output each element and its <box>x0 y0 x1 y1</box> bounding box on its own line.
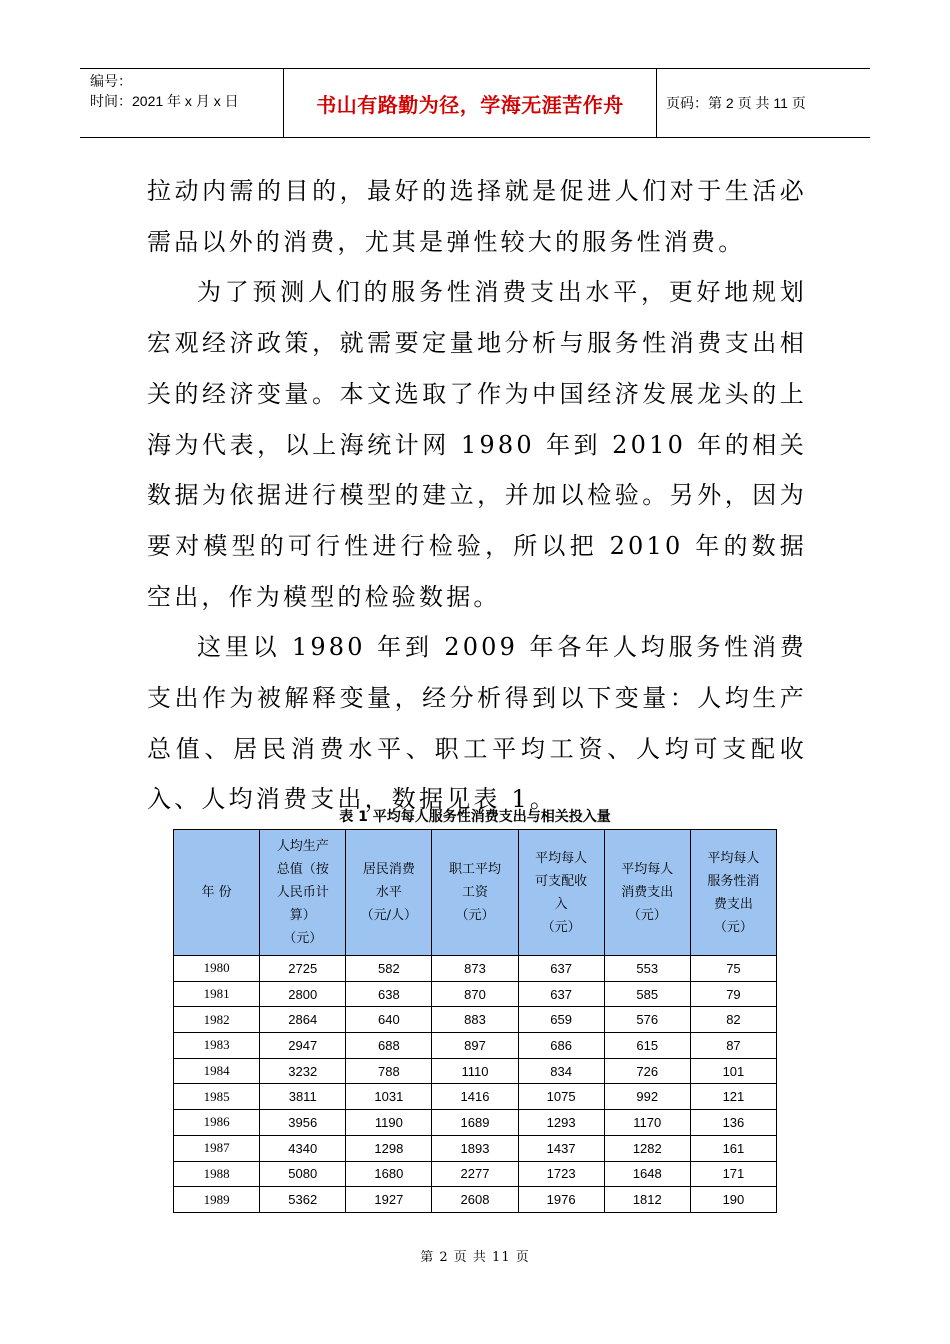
table-row <box>174 981 777 1007</box>
value-cell: 3956 <box>260 1110 346 1136</box>
value-cell: 2277 <box>432 1161 518 1187</box>
value-cell: 553 <box>604 956 690 982</box>
table-row <box>174 1187 777 1213</box>
value-cell: 2800 <box>260 981 346 1007</box>
page-header <box>80 68 870 138</box>
year-cell: 1980 <box>174 956 260 982</box>
value-cell: 82 <box>690 1007 776 1033</box>
year-cell: 1982 <box>174 1007 260 1033</box>
value-cell: 870 <box>432 981 518 1007</box>
year-cell: 1983 <box>174 1033 260 1059</box>
value-cell: 4340 <box>260 1135 346 1161</box>
header-page-number: 页码：第 2 页 共 11 页 <box>666 95 806 111</box>
value-cell: 1190 <box>346 1110 432 1136</box>
year-cell: 1986 <box>174 1110 260 1136</box>
data-table <box>173 829 777 1213</box>
value-cell: 3232 <box>260 1058 346 1084</box>
number-label: 编号： <box>90 73 132 89</box>
page-footer: 第 2 页 共 11 页 <box>420 1250 530 1265</box>
table-row <box>174 1084 777 1110</box>
column-header: 平均每人 消费支出 （元） <box>604 830 690 956</box>
value-cell: 1976 <box>518 1187 604 1213</box>
value-cell: 121 <box>690 1084 776 1110</box>
value-cell: 726 <box>604 1058 690 1084</box>
value-cell: 1812 <box>604 1187 690 1213</box>
year-cell: 1988 <box>174 1161 260 1187</box>
column-header: 平均每人 可支配收 入 （元） <box>518 830 604 956</box>
value-cell: 873 <box>432 956 518 982</box>
value-cell: 2725 <box>260 956 346 982</box>
value-cell: 136 <box>690 1110 776 1136</box>
value-cell: 1680 <box>346 1161 432 1187</box>
value-cell: 576 <box>604 1007 690 1033</box>
time-label: 时间：2021 年 x 月 x 日 <box>90 93 239 109</box>
value-cell: 2947 <box>260 1033 346 1059</box>
value-cell: 1893 <box>432 1135 518 1161</box>
value-cell: 992 <box>604 1084 690 1110</box>
value-cell: 788 <box>346 1058 432 1084</box>
value-cell: 5362 <box>260 1187 346 1213</box>
value-cell: 1298 <box>346 1135 432 1161</box>
value-cell: 1416 <box>432 1084 518 1110</box>
value-cell: 582 <box>346 956 432 982</box>
value-cell: 1723 <box>518 1161 604 1187</box>
paragraph: 拉动内需的目的，最好的选择就是促进人们对于生活必需品以外的消费，尤其是弹性较大的服务性消费。 <box>147 177 807 256</box>
value-cell: 637 <box>518 981 604 1007</box>
table-row <box>174 956 777 982</box>
value-cell: 1075 <box>518 1084 604 1110</box>
value-cell: 1110 <box>432 1058 518 1084</box>
value-cell: 87 <box>690 1033 776 1059</box>
value-cell: 686 <box>518 1033 604 1059</box>
value-cell: 688 <box>346 1033 432 1059</box>
value-cell: 101 <box>690 1058 776 1084</box>
value-cell: 637 <box>518 956 604 982</box>
paragraph: 这里以 1980 年到 2009 年各年人均服务性消费支出作为被解释变量，经分析得到以下变量：人均生产总值、居民消费水平、职工平均工资、人均可支配收入、人均消费支出，数据见表 1。 <box>147 633 807 814</box>
table-row <box>174 1058 777 1084</box>
header-motto-cell <box>283 69 657 137</box>
value-cell: 1170 <box>604 1110 690 1136</box>
year-cell: 1987 <box>174 1135 260 1161</box>
column-header: 人均生产 总值（按 人民币计 算） （元） <box>260 830 346 956</box>
value-cell: 1282 <box>604 1135 690 1161</box>
year-cell: 1989 <box>174 1187 260 1213</box>
table-row <box>174 1007 777 1033</box>
value-cell: 834 <box>518 1058 604 1084</box>
table-caption: 表 1 平均每人服务性消费支出与相关投入量 <box>339 809 611 825</box>
year-cell: 1985 <box>174 1084 260 1110</box>
value-cell: 161 <box>690 1135 776 1161</box>
value-cell: 897 <box>432 1033 518 1059</box>
value-cell: 190 <box>690 1187 776 1213</box>
column-header: 职工平均 工资 （元） <box>432 830 518 956</box>
value-cell: 1437 <box>518 1135 604 1161</box>
table-row <box>174 1033 777 1059</box>
value-cell: 585 <box>604 981 690 1007</box>
value-cell: 1031 <box>346 1084 432 1110</box>
paragraph: 为了预测人们的服务性消费支出水平，更好地规划宏观经济政策，就需要定量地分析与服务性消费支出相关的经济变量。本文选取了作为中国经济发展龙头的上海为代表，以上海统计网 1980 年到 2010 年的相关数据为依据进行模型的建立，并加以检验。另外，因为要对模型的可行性进行检验，所以把 2010 年的数据空出，作为模型的检验数据。 <box>147 278 807 611</box>
column-header: 年 份 <box>174 830 260 956</box>
value-cell: 2608 <box>432 1187 518 1213</box>
column-header: 居民消费 水平 （元/人） <box>346 830 432 956</box>
value-cell: 79 <box>690 981 776 1007</box>
value-cell: 2864 <box>260 1007 346 1033</box>
value-cell: 1648 <box>604 1161 690 1187</box>
value-cell: 3811 <box>260 1084 346 1110</box>
value-cell: 171 <box>690 1161 776 1187</box>
table-header-row <box>174 830 777 956</box>
table-row <box>174 1135 777 1161</box>
header-meta <box>80 69 283 137</box>
year-cell: 1984 <box>174 1058 260 1084</box>
column-header: 平均每人 服务性消 费支出 （元） <box>690 830 776 956</box>
table-row <box>174 1161 777 1187</box>
value-cell: 659 <box>518 1007 604 1033</box>
body-text <box>147 166 807 825</box>
value-cell: 5080 <box>260 1161 346 1187</box>
value-cell: 1293 <box>518 1110 604 1136</box>
value-cell: 640 <box>346 1007 432 1033</box>
table-row <box>174 1110 777 1136</box>
value-cell: 615 <box>604 1033 690 1059</box>
motto: 书山有路勤为径，学海无涯苦作舟 <box>316 92 624 117</box>
value-cell: 1927 <box>346 1187 432 1213</box>
value-cell: 883 <box>432 1007 518 1033</box>
year-cell: 1981 <box>174 981 260 1007</box>
value-cell: 1689 <box>432 1110 518 1136</box>
value-cell: 75 <box>690 956 776 982</box>
value-cell: 638 <box>346 981 432 1007</box>
